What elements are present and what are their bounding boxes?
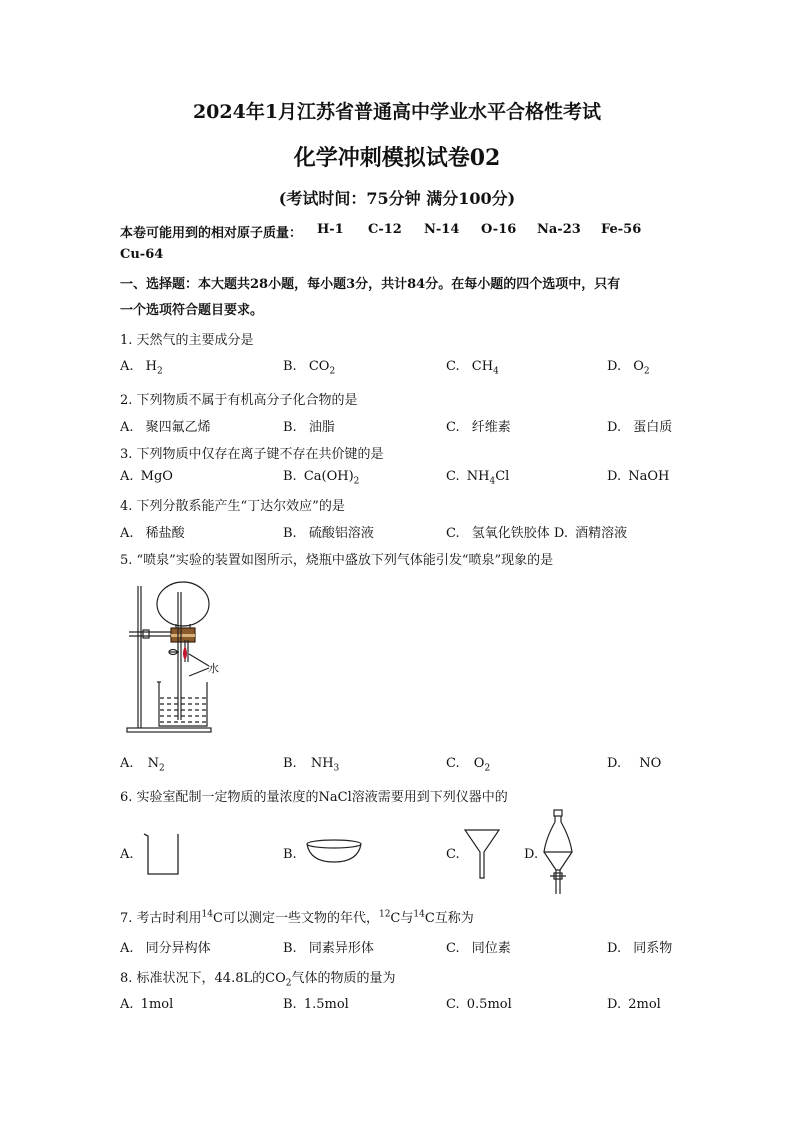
- option-text: 氢氧化铁胶体: [471, 526, 550, 541]
- question-7-stem: [120, 907, 474, 926]
- evaporating-dish-icon: [304, 836, 364, 866]
- option-text: 2mol: [628, 997, 661, 1012]
- option-text: H: [145, 359, 158, 374]
- atomic-mass-na: Na-23: [537, 222, 581, 237]
- question-5-option-a: [120, 756, 165, 774]
- option-text: CH: [471, 359, 494, 374]
- option-text: 同分异构体: [145, 941, 211, 956]
- option-label: A.: [120, 359, 134, 374]
- question-3-option-d: [607, 469, 669, 484]
- option-text: 稀盐酸: [145, 526, 185, 541]
- option-text: O: [473, 756, 485, 771]
- option-label: D.: [524, 847, 539, 862]
- question-6-option-b: [283, 847, 297, 862]
- question-1-option-c: [446, 359, 499, 377]
- question-5-option-b: [283, 756, 339, 774]
- exam-title-line1: 2024年1月江苏省普通高中学业水平合格性考试: [192, 101, 602, 123]
- element-symbol: C: [213, 911, 223, 926]
- option-subscript: 4: [493, 366, 499, 377]
- question-8-option-b: [283, 997, 349, 1012]
- question-2-option-b: [283, 416, 335, 435]
- atomic-mass-fe: Fe-56: [601, 222, 642, 237]
- option-label: A.: [120, 526, 134, 541]
- option-label: A.: [120, 847, 134, 862]
- question-7-option-c: [446, 937, 511, 956]
- option-label: B.: [283, 526, 297, 541]
- option-label: D.: [607, 469, 622, 484]
- option-label: B.: [283, 469, 297, 484]
- option-label: D.: [553, 526, 569, 541]
- question-7-option-a: [120, 937, 211, 956]
- option-label: B.: [283, 420, 297, 435]
- option-label: C.: [446, 847, 460, 862]
- option-subscript: 2: [329, 366, 336, 377]
- option-text: 0.5mol: [466, 997, 512, 1012]
- option-text: NaOH: [628, 469, 670, 484]
- option-subscript: 2: [353, 476, 360, 487]
- option-text: 蛋白质: [633, 420, 673, 435]
- option-label: B.: [283, 756, 297, 771]
- stem-part: 互称为: [434, 911, 474, 926]
- question-6-option-a: [120, 847, 134, 862]
- option-label: A.: [120, 469, 134, 484]
- option-text: 1.5mol: [303, 997, 349, 1012]
- question-8-option-a: [120, 997, 173, 1012]
- option-text: O: [633, 359, 644, 374]
- atomic-masses-label: 本卷可能用到的相对原子质量：: [120, 226, 303, 241]
- section-heading-line1: 一、选择题：本大题共28小题，每小题3分，共计84分。在每小题的四个选项中，只有: [120, 277, 621, 292]
- option-label: C.: [446, 526, 460, 541]
- question-3-stem: 3. 下列物质中仅存在离子键不存在共价键的是: [120, 447, 384, 462]
- option-text: NO: [639, 756, 662, 771]
- option-subscript: 2: [159, 763, 165, 774]
- option-label: B.: [283, 941, 297, 956]
- option-text: CO: [308, 359, 330, 374]
- water-label: 水: [208, 662, 219, 675]
- option-text: N: [147, 756, 160, 771]
- option-text: 聚四氟乙烯: [145, 420, 211, 435]
- question-6-option-d: [524, 847, 538, 862]
- option-text: NH: [310, 756, 334, 771]
- element-symbol: C: [390, 911, 401, 926]
- question-3-option-b: [283, 469, 359, 487]
- option-text-tail: Cl: [495, 469, 510, 484]
- question-4-option-a: [120, 522, 185, 541]
- option-subscript: 3: [333, 763, 340, 774]
- question-4-option-c: [446, 522, 627, 541]
- question-6-stem: 6. 实验室配制一定物质的量浓度的NaCl溶液需要用到下列仪器中的: [120, 790, 508, 805]
- mass-number-superscript: 14: [201, 909, 213, 920]
- stem-part: 气体的物质的量为: [291, 971, 396, 986]
- question-7-option-d: [607, 937, 672, 956]
- mass-number-superscript: 14: [413, 909, 425, 920]
- question-1-option-a: [120, 359, 163, 377]
- stem-part: 可以测定一些文物的年代，: [222, 911, 379, 926]
- question-4-stem: 4. 下列分散系能产生“丁达尔效应”的是: [120, 499, 345, 514]
- atomic-mass-cu: Cu-64: [120, 247, 164, 262]
- question-5-option-c: [446, 756, 490, 774]
- question-5-option-d: [607, 756, 661, 771]
- question-3-option-a: [120, 469, 173, 484]
- option-label: C.: [446, 420, 460, 435]
- question-1-option-d: [607, 359, 650, 377]
- exam-title-line2: 化学冲刺模拟试卷02: [293, 145, 501, 171]
- atomic-mass-c: C-12: [368, 222, 402, 237]
- option-label: D.: [607, 941, 622, 956]
- option-label: B.: [283, 359, 297, 374]
- option-subscript: 2: [643, 366, 650, 377]
- option-subscript: 2: [484, 763, 491, 774]
- question-4-option-b: [283, 522, 374, 541]
- exam-time-score: (考试时间：75分钟 满分100分): [278, 189, 516, 208]
- option-label: C.: [446, 469, 460, 484]
- atomic-mass-h: H-1: [317, 222, 344, 237]
- option-label: D.: [607, 997, 622, 1012]
- option-label: C.: [446, 941, 460, 956]
- stem-part: 7. 考古时利用: [120, 911, 202, 926]
- question-7-option-b: [283, 937, 374, 956]
- question-8-option-c: [446, 997, 512, 1012]
- option-text: 油脂: [308, 420, 335, 435]
- option-text: 酒精溶液: [575, 526, 628, 541]
- beaker-icon: [140, 830, 184, 878]
- option-text: 同系物: [633, 941, 673, 956]
- option-label: D.: [607, 756, 622, 771]
- question-3-option-c: [446, 469, 509, 487]
- option-label: A.: [120, 756, 134, 771]
- option-label: D.: [607, 359, 622, 374]
- option-label: A.: [120, 941, 134, 956]
- option-text: 纤维素: [471, 420, 511, 435]
- question-1-option-b: [283, 359, 335, 377]
- question-5-stem: 5. “喷泉”实验的装置如图所示，烧瓶中盛放下列气体能引发“喷泉”现象的是: [120, 553, 554, 568]
- separatory-funnel-icon: [538, 808, 578, 898]
- option-subscript: 4: [489, 476, 496, 487]
- option-label: D.: [607, 420, 622, 435]
- question-2-option-a: [120, 416, 211, 435]
- atomic-mass-n: N-14: [424, 222, 460, 237]
- option-text: 1mol: [140, 997, 174, 1012]
- question-2-option-c: [446, 416, 511, 435]
- option-text: 同素异形体: [308, 941, 374, 956]
- option-label: C.: [446, 997, 460, 1012]
- option-subscript: 2: [157, 366, 163, 377]
- funnel-icon: [462, 826, 502, 882]
- stem-part: 与: [400, 911, 414, 926]
- option-text: 硫酸铝溶液: [308, 526, 374, 541]
- formula-subscript: 2: [285, 978, 292, 989]
- option-label: A.: [120, 997, 134, 1012]
- stem-part: 8. 标准状况下，44.8L的: [120, 971, 266, 986]
- question-8-option-d: [607, 997, 661, 1012]
- option-text: 同位素: [471, 941, 511, 956]
- atomic-mass-o: O-16: [481, 222, 517, 237]
- option-label: A.: [120, 420, 134, 435]
- question-6-option-c: [446, 847, 460, 862]
- option-label: C.: [446, 756, 460, 771]
- element-symbol: C: [424, 911, 435, 926]
- question-1-stem: 1. 天然气的主要成分是: [120, 333, 254, 348]
- mass-number-superscript: 12: [378, 909, 391, 920]
- option-label: B.: [283, 847, 297, 862]
- section-heading-line2: 一个选项符合题目要求。: [120, 303, 264, 318]
- option-text: MgO: [140, 469, 173, 484]
- question-2-stem: 2. 下列物质不属于有机高分子化合物的是: [120, 393, 358, 408]
- option-label: B.: [283, 997, 297, 1012]
- option-text: Ca(OH): [303, 469, 354, 484]
- option-text: NH: [466, 469, 490, 484]
- question-2-option-d: [607, 416, 672, 435]
- formula: CO: [265, 971, 286, 986]
- question-8-stem: [120, 967, 395, 989]
- option-label: C.: [446, 359, 460, 374]
